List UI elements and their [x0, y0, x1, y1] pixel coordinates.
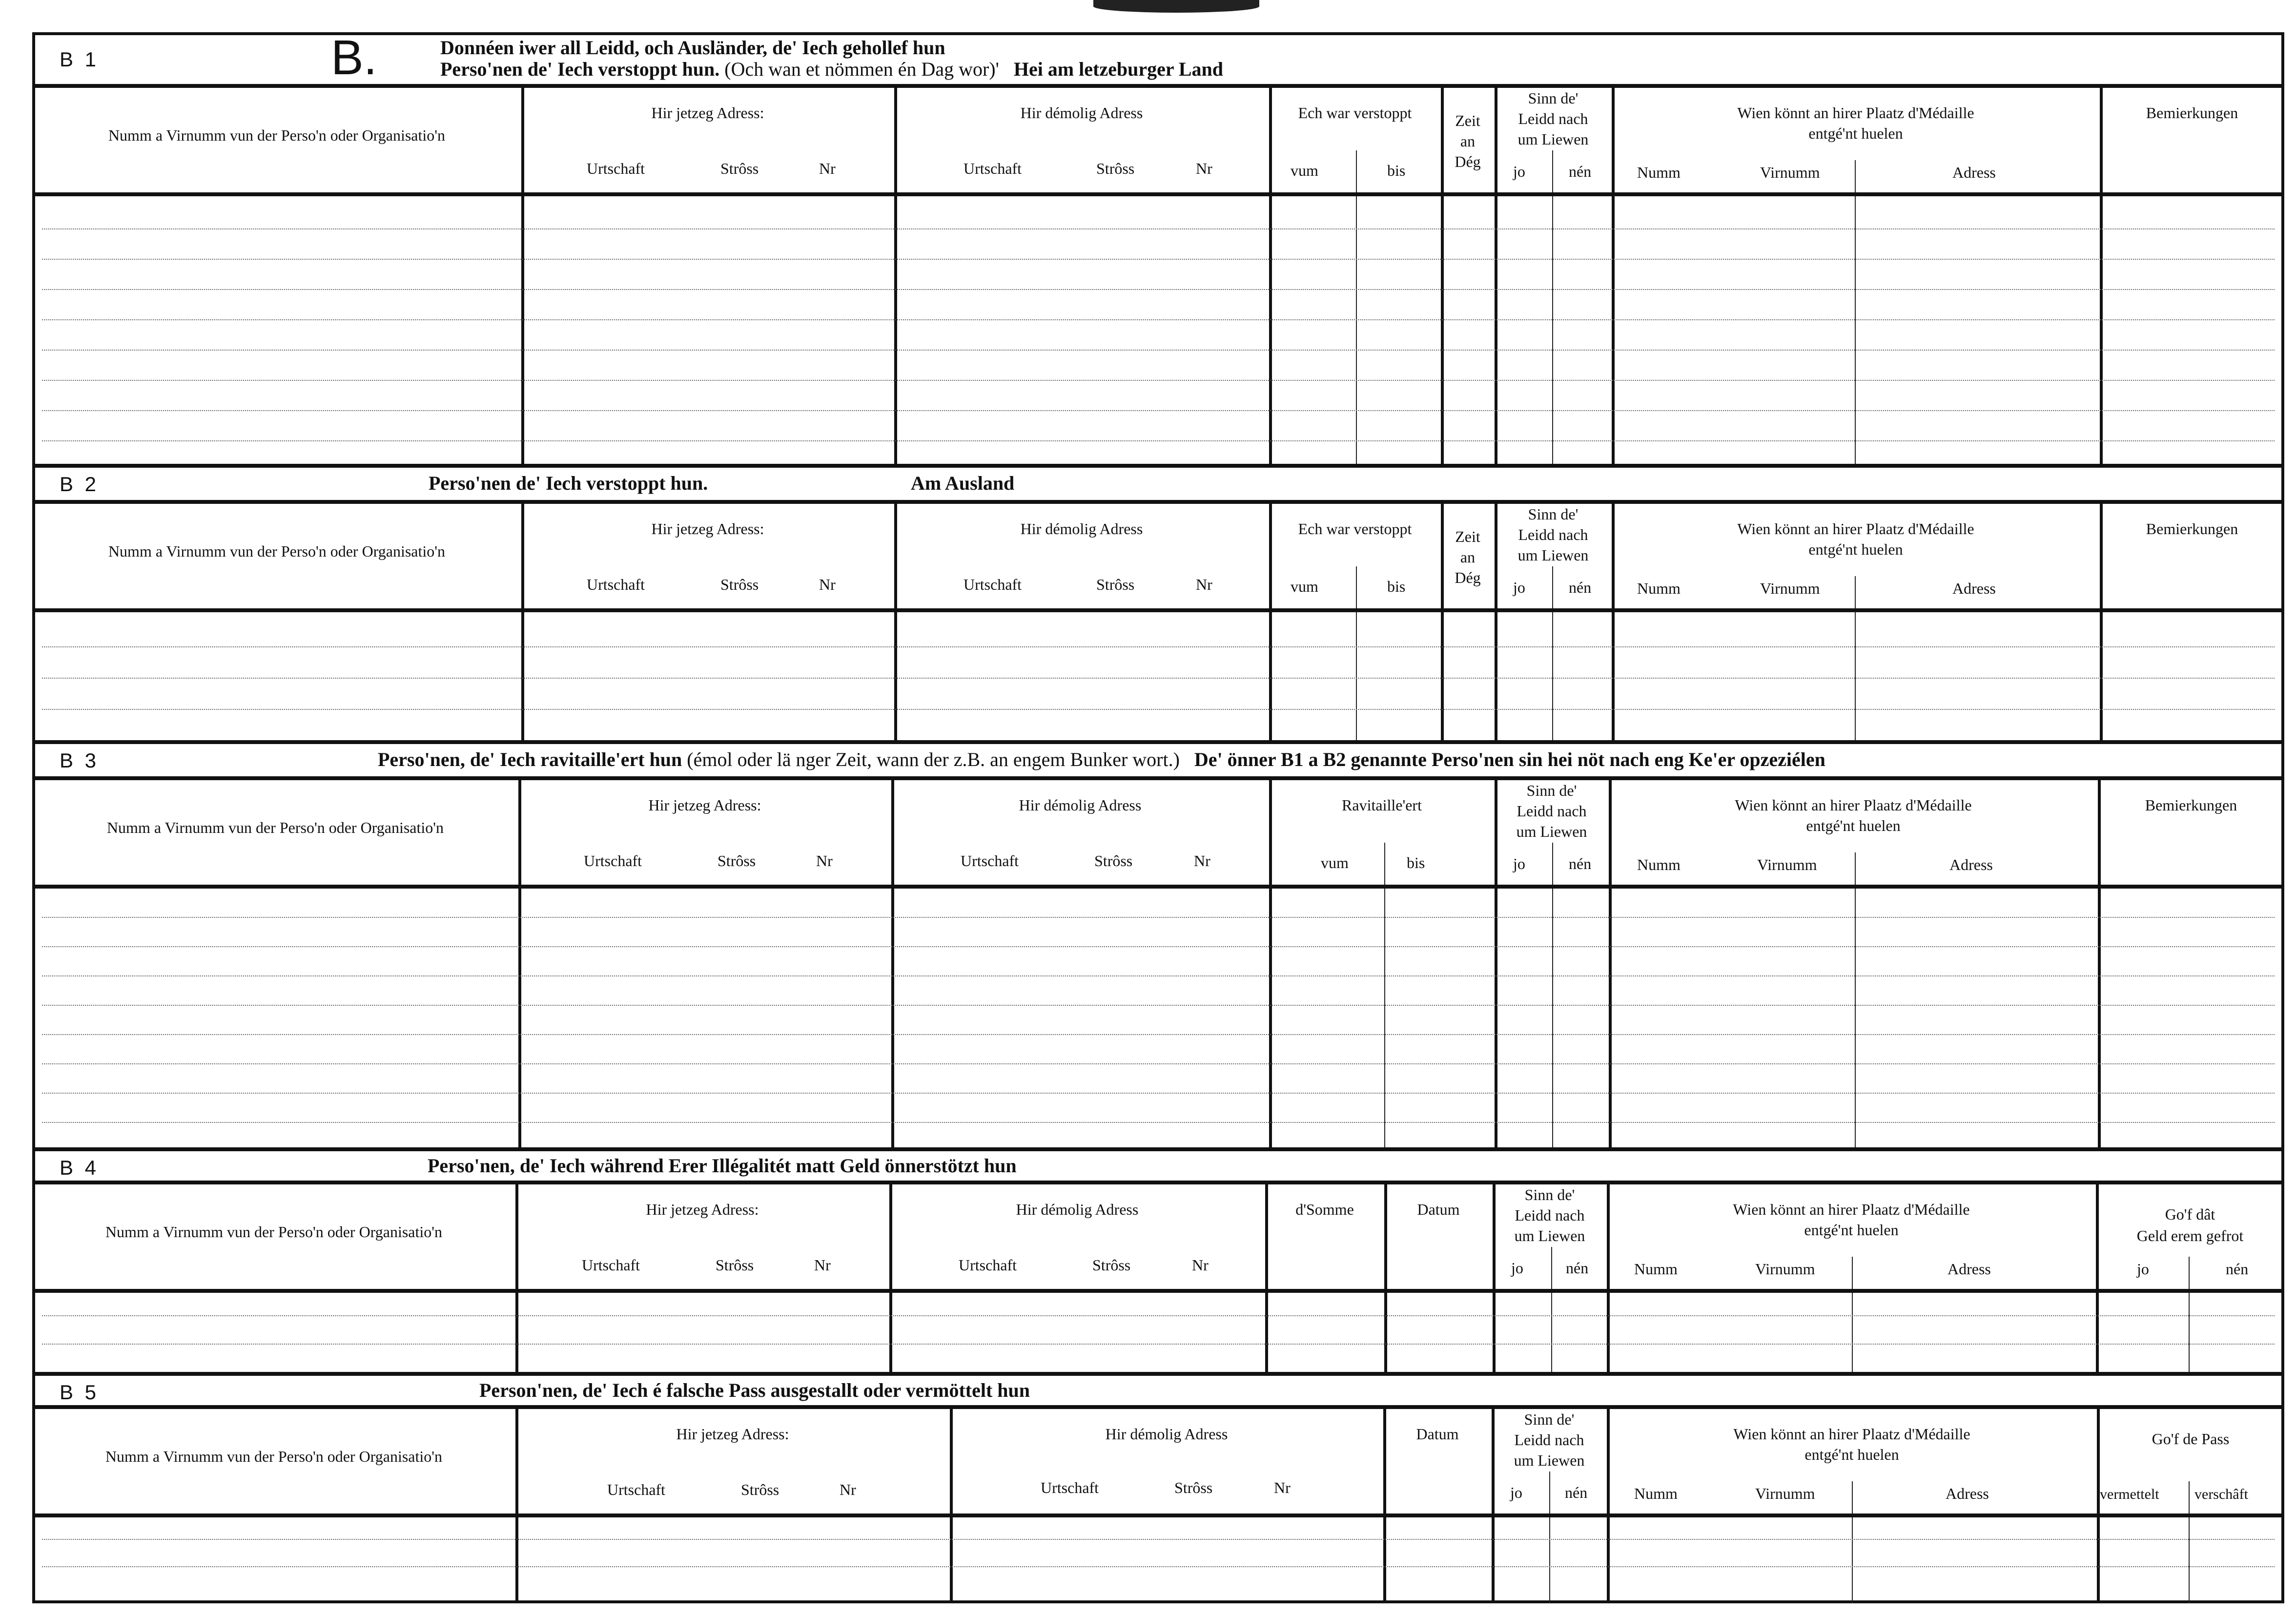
col-date: Datum	[1416, 1425, 1459, 1443]
col-place: Urtschaft	[584, 852, 642, 870]
entry-line[interactable]	[42, 289, 2275, 290]
col-first-name: Virnumm	[1757, 856, 1817, 873]
col-place: Urtschaft	[607, 1481, 666, 1498]
col-current-address: Hir jetzeg Adress:	[676, 1425, 789, 1443]
col-remarks: Bemierkungen	[2146, 104, 2238, 122]
col-sense-1: Sinn de'	[1524, 1186, 1575, 1203]
col-number: Nr	[1196, 576, 1212, 593]
col-time-1: Zeit	[1455, 112, 1480, 129]
col-to: bis	[1407, 854, 1425, 871]
col-former-address: Hir démolig Adress	[1016, 1201, 1139, 1218]
col-place: Urtschaft	[587, 576, 645, 593]
col-sense-1: Sinn de'	[1524, 1410, 1575, 1428]
section-b4-table	[32, 1184, 2284, 1376]
section-b1-header	[32, 32, 2284, 88]
col-sense-2: Leidd nach	[1518, 110, 1588, 127]
section-code: B 1	[60, 48, 100, 71]
entry-line[interactable]	[42, 259, 2275, 260]
entry-line[interactable]	[42, 646, 2275, 647]
section-title-line2	[440, 59, 1223, 80]
col-to: bis	[1387, 578, 1406, 595]
entry-line[interactable]	[42, 709, 2275, 710]
col-date: Datum	[1417, 1201, 1460, 1218]
col-sum: d'Somme	[1295, 1201, 1354, 1218]
col-forged: verschâft	[2194, 1486, 2248, 1502]
col-street: Strôss	[1092, 1256, 1131, 1274]
col-money-2: Geld erem gefrot	[2136, 1227, 2244, 1244]
col-former-address: Hir démolig Adress	[1019, 796, 1142, 814]
section-b3	[32, 744, 2284, 1151]
col-place: Urtschaft	[587, 160, 645, 177]
form-letter: B.	[331, 30, 377, 85]
section-b2-table	[32, 504, 2284, 744]
section-b5-table	[32, 1409, 2284, 1603]
col-no: nén	[1565, 1484, 1588, 1501]
col-street: Strôss	[1096, 160, 1135, 177]
entry-line[interactable]	[42, 228, 2275, 229]
entry-line[interactable]	[42, 1034, 2275, 1035]
col-sense-3: um Liewen	[1517, 546, 1589, 564]
col-sense-3: um Liewen	[1514, 1451, 1585, 1469]
col-name: Numm a Virnumm vun der Perso'n oder Organisatio'n	[105, 1448, 443, 1465]
col-medal-2: entgé'nt huelen	[1806, 817, 1901, 834]
col-sense-2: Leidd nach	[1514, 1431, 1584, 1449]
col-former-address: Hir démolig Adress	[1020, 520, 1143, 538]
col-no: nén	[2226, 1260, 2249, 1278]
entry-line[interactable]	[42, 1093, 2275, 1094]
col-last-name: Numm	[1634, 1485, 1678, 1502]
col-medal-1: Wien könnt an hirer Plaatz d'Médaille	[1737, 104, 1974, 122]
col-current-address: Hir jetzeg Adress:	[651, 520, 764, 538]
col-medal-2: entgé'nt huelen	[1804, 1446, 1899, 1463]
entry-line[interactable]	[42, 1566, 2275, 1567]
section-b4-header	[32, 1151, 2284, 1184]
entry-line[interactable]	[42, 319, 2275, 320]
section-code: B 2	[60, 473, 100, 496]
entry-line[interactable]	[42, 678, 2275, 679]
col-first-name: Virnumm	[1755, 1485, 1815, 1502]
entry-line[interactable]	[42, 1122, 2275, 1123]
col-yes: jo	[1511, 1259, 1523, 1277]
col-yes: jo	[1513, 579, 1525, 596]
col-issued: vermettelt	[2100, 1486, 2159, 1502]
col-medal-2: entgé'nt huelen	[1808, 124, 1903, 142]
col-from: vum	[1321, 854, 1349, 871]
col-number: Nr	[819, 576, 836, 593]
col-sense-3: um Liewen	[1517, 130, 1589, 148]
entry-line[interactable]	[42, 380, 2275, 381]
col-place: Urtschaft	[964, 160, 1022, 177]
col-time-3: Dég	[1455, 153, 1481, 170]
title-note: (Och wan et nömmen én Dag wor)'	[724, 58, 999, 80]
section-code: B 5	[60, 1381, 100, 1404]
col-address: Adress	[1952, 164, 1996, 181]
col-medal-1: Wien könnt an hirer Plaatz d'Médaille	[1733, 1201, 1970, 1218]
col-sense-2: Leidd nach	[1517, 802, 1587, 820]
section-code: B 4	[60, 1156, 100, 1179]
col-street: Strôss	[741, 1481, 779, 1498]
col-medal-1: Wien könnt an hirer Plaatz d'Médaille	[1733, 1425, 1970, 1443]
col-address: Adress	[1952, 580, 1996, 597]
entry-line[interactable]	[42, 917, 2275, 918]
col-place: Urtschaft	[961, 852, 1019, 870]
col-from: vum	[1291, 578, 1318, 595]
entry-line[interactable]	[42, 975, 2275, 976]
col-medal-1: Wien könnt an hirer Plaatz d'Médaille	[1737, 520, 1974, 538]
col-street: Strôss	[720, 576, 759, 593]
col-no: nén	[1569, 579, 1592, 596]
col-yes: jo	[1513, 163, 1525, 180]
entry-line[interactable]	[42, 946, 2275, 947]
col-sense-1: Sinn de'	[1528, 505, 1578, 523]
section-title: Perso'nen de' Iech verstoppt hun.	[429, 472, 708, 494]
col-number: Nr	[1196, 160, 1212, 177]
section-b2-header	[32, 468, 2284, 504]
col-first-name: Virnumm	[1760, 580, 1820, 597]
section-b3-header	[32, 744, 2284, 780]
col-current-address: Hir jetzeg Adress:	[651, 104, 764, 122]
entry-line[interactable]	[42, 410, 2275, 411]
entry-line[interactable]	[42, 1063, 2275, 1064]
col-no: nén	[1569, 163, 1592, 180]
section-b4	[32, 1151, 2284, 1376]
col-last-name: Numm	[1634, 1260, 1678, 1278]
col-medal-2: entgé'nt huelen	[1804, 1221, 1899, 1239]
col-address: Adress	[1949, 856, 1993, 873]
section-b3-table	[32, 780, 2284, 1151]
entry-line[interactable]	[42, 1539, 2275, 1540]
col-last-name: Numm	[1637, 164, 1681, 181]
col-medal-2: entgé'nt huelen	[1808, 540, 1903, 558]
col-yes: jo	[2137, 1260, 2149, 1278]
col-yes: jo	[1510, 1484, 1522, 1501]
col-to: bis	[1387, 162, 1406, 179]
col-hidden: Ech war verstoppt	[1298, 104, 1412, 122]
col-sense-3: um Liewen	[1516, 823, 1587, 840]
col-medal-1: Wien könnt an hirer Plaatz d'Médaille	[1735, 796, 1972, 814]
col-current-address: Hir jetzeg Adress:	[646, 1201, 759, 1218]
col-time-1: Zeit	[1455, 528, 1480, 545]
col-address: Adress	[1946, 1485, 1989, 1502]
col-number: Nr	[1194, 852, 1210, 870]
col-number: Nr	[1192, 1256, 1209, 1274]
col-name: Numm a Virnumm vun der Perso'n oder Organisatio'n	[106, 819, 444, 836]
col-money-1: Go'f dât	[2165, 1205, 2215, 1223]
col-number: Nr	[1274, 1479, 1291, 1496]
col-number: Nr	[816, 852, 833, 870]
entry-line[interactable]	[42, 350, 2275, 351]
section-title-line1: Donnéen iwer all Leidd, och Ausländer, de' Iech gehollef hun	[440, 37, 945, 59]
col-from: vum	[1291, 162, 1318, 179]
col-current-address: Hir jetzeg Adress:	[648, 796, 761, 814]
col-remarks: Bemierkungen	[2145, 796, 2237, 814]
title-note: (émol oder lä nger Zeit, wann der z.B. an engem Bunker wort.)	[687, 748, 1180, 770]
col-sense-1: Sinn de'	[1528, 89, 1578, 107]
col-time-2: an	[1460, 548, 1476, 566]
col-no: nén	[1566, 1259, 1589, 1277]
col-street: Strôss	[1094, 852, 1133, 870]
section-code: B 3	[60, 749, 100, 772]
col-place: Urtschaft	[1041, 1479, 1099, 1496]
scan-artifact	[1093, 0, 1259, 13]
section-b1-table	[32, 88, 2284, 468]
col-name: Numm a Virnumm vun der Perso'n oder Organisatio'n	[108, 126, 446, 144]
section-title	[378, 749, 1825, 770]
col-sense-2: Leidd nach	[1515, 1206, 1585, 1224]
title-place: Hei am letzeburger Land	[1013, 58, 1224, 80]
title-tail: De' önner B1 a B2 genannte Perso'nen sin hei nöt nach eng Ke'er opzeziélen	[1194, 748, 1825, 770]
col-street: Strôss	[718, 852, 756, 870]
section-place: Am Ausland	[911, 472, 1015, 494]
col-supplied: Ravitaille'ert	[1342, 796, 1422, 814]
col-street: Strôss	[1096, 576, 1135, 593]
col-first-name: Virnumm	[1755, 1260, 1815, 1278]
section-title: Perso'nen, de' Iech während Erer Illégalitét matt Geld önnerstötzt hun	[428, 1155, 1017, 1177]
col-place: Urtschaft	[582, 1256, 640, 1274]
col-address: Adress	[1948, 1260, 1991, 1278]
col-street: Strôss	[716, 1256, 754, 1274]
entry-line[interactable]	[42, 1005, 2275, 1006]
col-place: Urtschaft	[964, 576, 1022, 593]
col-last-name: Numm	[1637, 856, 1681, 873]
entry-line[interactable]	[42, 1315, 2275, 1316]
section-b5-header	[32, 1376, 2284, 1409]
col-number: Nr	[819, 160, 836, 177]
col-no: nén	[1569, 855, 1592, 872]
col-sense-2: Leidd nach	[1518, 526, 1588, 543]
section-b1	[32, 32, 2284, 468]
title-bold: Perso'nen de' Iech verstoppt hun.	[440, 58, 720, 80]
col-last-name: Numm	[1637, 580, 1681, 597]
section-b2	[32, 468, 2284, 744]
col-sense-1: Sinn de'	[1526, 782, 1577, 799]
col-hidden: Ech war verstoppt	[1298, 520, 1412, 538]
col-name: Numm a Virnumm vun der Perso'n oder Organisatio'n	[105, 1223, 443, 1241]
entry-line[interactable]	[42, 440, 2275, 441]
section-b5	[32, 1376, 2284, 1603]
col-number: Nr	[814, 1256, 831, 1274]
col-former-address: Hir démolig Adress	[1105, 1425, 1228, 1443]
col-name: Numm a Virnumm vun der Perso'n oder Organisatio'n	[108, 542, 446, 560]
col-sense-3: um Liewen	[1514, 1227, 1585, 1244]
col-number: Nr	[840, 1481, 856, 1498]
entry-line[interactable]	[42, 1344, 2275, 1345]
col-time-2: an	[1460, 132, 1476, 150]
col-street: Strôss	[1174, 1479, 1213, 1496]
col-former-address: Hir démolig Adress	[1020, 104, 1143, 122]
title-bold: Perso'nen, de' Iech ravitaille'ert hun	[378, 748, 682, 770]
col-pass: Go'f de Pass	[2152, 1430, 2230, 1448]
col-place: Urtschaft	[959, 1256, 1017, 1274]
col-street: Strôss	[720, 160, 759, 177]
col-remarks: Bemierkungen	[2146, 520, 2238, 538]
col-yes: jo	[1513, 855, 1525, 872]
col-first-name: Virnumm	[1760, 164, 1820, 181]
col-time-3: Dég	[1455, 569, 1481, 586]
section-title: Person'nen, de' Iech é falsche Pass ausgestallt oder vermöttelt hun	[479, 1379, 1030, 1401]
